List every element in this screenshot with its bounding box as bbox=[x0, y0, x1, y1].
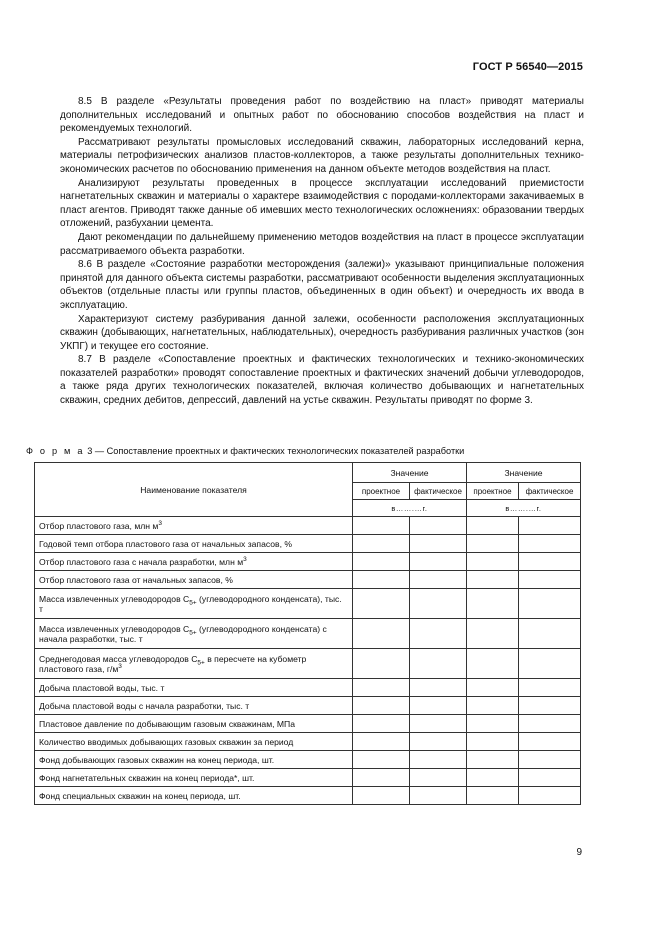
value-cell bbox=[353, 787, 410, 805]
indicator-name-cell bbox=[35, 535, 353, 553]
indicator-name-cell bbox=[35, 679, 353, 697]
value-cell bbox=[353, 769, 410, 787]
column-header-value-2: Значение bbox=[467, 463, 581, 483]
value-cell bbox=[410, 553, 467, 571]
indicator-subscript: 5+ bbox=[189, 629, 197, 637]
subheader-year-2: в…….…г. bbox=[467, 500, 581, 517]
value-cell bbox=[353, 697, 410, 715]
indicator-label: Добыча пластовой воды с начала разработки, тыс. т bbox=[39, 700, 250, 711]
table-row bbox=[35, 697, 581, 715]
subheader-projected-2: проектное bbox=[467, 483, 519, 500]
table-row bbox=[35, 553, 581, 571]
indicator-name-cell bbox=[35, 571, 353, 589]
indicator-name-cell bbox=[35, 697, 353, 715]
value-cell bbox=[467, 787, 519, 805]
value-cell bbox=[519, 619, 581, 649]
value-cell bbox=[467, 679, 519, 697]
value-cell bbox=[519, 787, 581, 805]
indicator-name-cell bbox=[35, 589, 353, 619]
paragraph-8-7: 8.7 В разделе «Сопоставление проектных и фактических технологических и технико-экономических показателей разработки» проводят сопоставление проектных и фактических значений добычи углеводородов, а также ряда других технологических показателей, включая количество добывающих и нагнетательных скважин, средних дебитов, депрессий, давлений на устье скважин. Результаты приводят по форме 3. bbox=[60, 354, 584, 407]
indicator-label-tail: (углеводородного конденсата) с начала разработки, тыс. т bbox=[39, 623, 327, 644]
value-cell bbox=[467, 751, 519, 769]
table-row bbox=[35, 535, 581, 553]
paragraph-recommendations: Дают рекомендации по дальнейшему применению методов воздействия на пласт в процессе эксплуатации рассматриваемого объекта разработки. bbox=[60, 231, 584, 257]
value-cell bbox=[467, 769, 519, 787]
table-row bbox=[35, 619, 581, 649]
paragraph-8-6: 8.6 В разделе «Состояние разработки месторождения (залежи)» указывают принципиальные положения принятой для данного объекта системы разработки, рассматривают особенности выделения эксплуатационных объектов (отдельные пласты или группы пластов, объединенных в один объект) и очередность их ввода в эксплуатацию. bbox=[60, 259, 584, 311]
table-row bbox=[35, 649, 581, 679]
table-row bbox=[35, 679, 581, 697]
value-cell bbox=[519, 751, 581, 769]
value-cell bbox=[353, 535, 410, 553]
value-cell bbox=[519, 571, 581, 589]
value-cell bbox=[353, 715, 410, 733]
table-row bbox=[35, 715, 581, 733]
indicator-name-cell bbox=[35, 649, 353, 679]
form-3-table bbox=[34, 462, 581, 805]
page-number: 9 bbox=[576, 847, 582, 858]
indicator-superscript: 3 bbox=[118, 662, 122, 670]
value-cell bbox=[519, 535, 581, 553]
paragraph-research-results: Рассматривают результаты промысловых исследований скважин, лабораторных исследований керна, материалы петрофизических анализов пластов-коллекторов, а также результаты дополнительных технико-экономических расчетов по обоснованию применения на данном объекте методов воздействия на пласт. bbox=[60, 136, 584, 175]
value-cell bbox=[353, 517, 410, 535]
indicator-subscript: 5+ bbox=[189, 599, 197, 607]
value-cell bbox=[519, 553, 581, 571]
value-cell bbox=[410, 589, 467, 619]
indicator-label: Отбор пластового газа от начальных запасов, % bbox=[39, 574, 233, 585]
form-caption bbox=[26, 446, 626, 456]
value-cell bbox=[467, 535, 519, 553]
indicator-label: Добыча пластовой воды, тыс. т bbox=[39, 682, 165, 693]
indicator-label: Количество вводимых добывающих газовых скважин за период bbox=[39, 736, 294, 747]
subheader-projected-1: проектное bbox=[353, 483, 410, 500]
indicator-name-cell bbox=[35, 517, 353, 535]
value-cell bbox=[410, 787, 467, 805]
value-cell bbox=[410, 649, 467, 679]
value-cell bbox=[467, 553, 519, 571]
value-cell bbox=[467, 571, 519, 589]
table-row bbox=[35, 751, 581, 769]
indicator-label: Пластовое давление по добывающим газовым скважинам, МПа bbox=[39, 718, 296, 729]
value-cell bbox=[353, 733, 410, 751]
indicator-label: Масса извлеченных углеводородов C bbox=[39, 593, 190, 604]
value-cell bbox=[519, 589, 581, 619]
indicator-name-cell bbox=[35, 553, 353, 571]
value-cell bbox=[519, 697, 581, 715]
subheader-actual-1: фактическое bbox=[410, 483, 467, 500]
form-caption-text: 3 — Сопоставление проектных и фактических технологических показателей разработки bbox=[87, 446, 465, 456]
indicator-superscript: 3 bbox=[158, 519, 162, 527]
value-cell bbox=[410, 733, 467, 751]
value-cell bbox=[353, 553, 410, 571]
value-cell bbox=[467, 733, 519, 751]
value-cell bbox=[353, 751, 410, 769]
column-header-value-1: Значение bbox=[353, 463, 467, 483]
indicator-name-cell bbox=[35, 787, 353, 805]
value-cell bbox=[467, 589, 519, 619]
value-cell bbox=[410, 679, 467, 697]
indicator-name-cell bbox=[35, 751, 353, 769]
indicator-superscript: 3 bbox=[243, 555, 247, 563]
value-cell bbox=[410, 697, 467, 715]
value-cell bbox=[353, 649, 410, 679]
value-cell bbox=[410, 535, 467, 553]
value-cell bbox=[410, 715, 467, 733]
value-cell bbox=[519, 733, 581, 751]
indicator-label-tail: в пересчете на кубометр пластового газа, г/м bbox=[39, 653, 307, 674]
form-caption-prefix: Ф о р м а bbox=[26, 446, 85, 456]
indicator-label: Среднегодовая масса углеводородов C bbox=[39, 653, 198, 664]
value-cell bbox=[519, 679, 581, 697]
subheader-actual-2: фактическое bbox=[519, 483, 581, 500]
value-cell bbox=[410, 751, 467, 769]
value-cell bbox=[353, 589, 410, 619]
body-text bbox=[60, 95, 584, 408]
value-cell bbox=[410, 769, 467, 787]
value-cell bbox=[519, 715, 581, 733]
value-cell bbox=[519, 769, 581, 787]
indicator-label: Годовой темп отбора пластового газа от начальных запасов, % bbox=[39, 538, 293, 549]
value-cell bbox=[410, 619, 467, 649]
indicator-name-cell bbox=[35, 619, 353, 649]
document-designation: ГОСТ Р 56540—2015 bbox=[472, 61, 583, 73]
table-row bbox=[35, 517, 581, 535]
value-cell bbox=[353, 571, 410, 589]
paragraph-8-5: 8.5 В разделе «Результаты проведения работ по воздействию на пласт» приводят материалы дополнительных исследований и опытных работ по обоснованию способов воздействия на пласт и рекомендуемых технологий. bbox=[60, 96, 584, 135]
indicator-label: Отбор пластового газа с начала разработки, млн м bbox=[39, 556, 244, 567]
value-cell bbox=[467, 715, 519, 733]
value-cell bbox=[410, 571, 467, 589]
value-cell bbox=[467, 619, 519, 649]
table-row bbox=[35, 571, 581, 589]
indicator-label: Отбор пластового газа, млн м bbox=[39, 520, 159, 531]
indicator-subscript: 5+ bbox=[197, 659, 205, 667]
table-row bbox=[35, 769, 581, 787]
value-cell bbox=[467, 649, 519, 679]
form-rows bbox=[35, 517, 581, 805]
indicator-label-tail: (углеводородного конденсата), тыс. т bbox=[39, 593, 342, 614]
column-header-indicator-name: Наименование показателя bbox=[35, 463, 353, 517]
table-row bbox=[35, 733, 581, 751]
value-cell bbox=[353, 679, 410, 697]
value-cell bbox=[467, 517, 519, 535]
table-row bbox=[35, 589, 581, 619]
indicator-label: Фонд нагнетательных скважин на конец периода*, шт. bbox=[39, 772, 255, 783]
indicator-name-cell bbox=[35, 733, 353, 751]
value-cell bbox=[410, 517, 467, 535]
value-cell bbox=[519, 649, 581, 679]
indicator-label: Фонд специальных скважин на конец периода, шт. bbox=[39, 790, 241, 801]
subheader-year-1: в…….…г. bbox=[353, 500, 467, 517]
value-cell bbox=[467, 697, 519, 715]
indicator-name-cell bbox=[35, 715, 353, 733]
value-cell bbox=[519, 517, 581, 535]
indicator-name-cell bbox=[35, 769, 353, 787]
paragraph-drilling-system: Характеризуют систему разбуривания данной залежи, особенности расположения эксплуатационных скважин (добывающих, нагнетательных, наблюдательных), очередность разбуривания различных участков (зон УКПГ) и текущее его состояние. bbox=[60, 313, 584, 352]
indicator-label: Фонд добывающих газовых скважин на конец периода, шт. bbox=[39, 754, 275, 765]
indicator-label: Масса извлеченных углеводородов C bbox=[39, 623, 190, 634]
value-cell bbox=[353, 619, 410, 649]
paragraph-injectivity-analysis: Анализируют результаты проведенных в процессе эксплуатации исследований приемистости нагнетательных скважин и материалы о характере взаимодействия с породами-коллекторами закачиваемых в пласт агентов. Приводят также данные об имевших место технологических осложнениях: образовании твердых отложений, разбухании цемента. bbox=[60, 177, 584, 230]
table-row bbox=[35, 787, 581, 805]
